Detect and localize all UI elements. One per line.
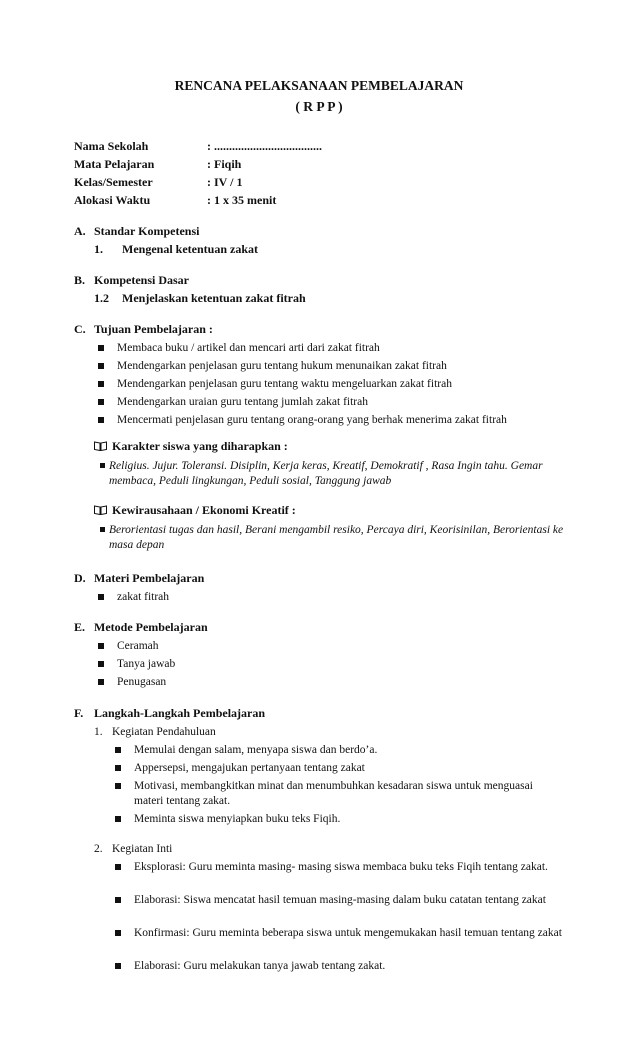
section-title: Metode Pembelajaran [94,620,208,634]
item-number: 1.2 [94,291,109,305]
list-item: Ceramah [98,639,568,654]
bullet-square-icon [115,864,121,870]
book-icon [94,441,107,451]
bullet-square-icon [115,816,121,822]
identity-label: Alokasi Waktu [74,193,151,207]
step-title: Kegiatan Pendahuluan [112,726,216,738]
step-number: 2. [94,843,103,855]
section-b-item [94,291,306,307]
bullet-square-icon [98,363,104,369]
karakter-heading [94,439,288,455]
step-title: Kegiatan Inti [112,843,173,855]
bullet-square-icon [100,463,105,468]
bullet-square-icon [98,594,104,600]
list-item: Membaca buku / artikel dan mencari arti dari zakat fitrah [98,341,568,356]
document-subtitle: ( R P P ) [295,99,343,114]
bullet-square-icon [115,783,121,789]
section-letter: D. [74,571,86,585]
section-title: Langkah-Langkah Pembelajaran [94,706,266,720]
item-text: Menjelaskan ketentuan zakat fitrah [122,291,306,305]
identity-value: : .................................... [207,139,322,153]
list-item: Mendengarkan penjelasan guru tentang waktu mengeluarkan zakat fitrah [98,377,568,392]
section-a-heading [74,224,199,240]
section-c-heading [74,322,213,338]
list-item: Elaborasi: Guru melakukan tanya jawab tentang zakat. [115,959,565,974]
section-title: Kompetensi Dasar [94,273,189,287]
item-text: Mengenal ketentuan zakat [122,242,258,256]
section-letter: F. [74,706,84,720]
section-letter: E. [74,620,86,634]
bullet-square-icon [115,765,121,771]
identity-label: Kelas/Semester [74,175,153,189]
list-item: Mencermati penjelasan guru tentang orang-orang yang berhak menerima zakat fitrah [98,413,568,428]
kewirausahaan-title: Kewirausahaan / Ekonomi Kreatif : [112,503,296,517]
list-item: Meminta siswa menyiapkan buku teks Fiqih. [115,812,565,827]
bullet-square-icon [98,381,104,387]
section-a-item [94,242,258,258]
step-number: 1. [94,726,103,738]
section-title: Tujuan Pembelajaran : [94,322,213,336]
list-item: Motivasi, membangkitkan minat dan menumbuhkan kesadaran siswa untuk menguasai materi tentang zakat. [115,779,565,809]
section-letter: A. [74,224,86,238]
list-item: Eksplorasi: Guru meminta masing- masing siswa membaca buku teks Fiqih tentang zakat. [115,860,565,875]
bullet-square-icon [98,417,104,423]
step-2-heading [94,842,172,857]
bullet-square-icon [115,897,121,903]
item-number: 1. [94,242,103,256]
identity-value: : IV / 1 [207,175,243,189]
list-item: Mendengarkan uraian guru tentang jumlah zakat fitrah [98,395,568,410]
section-title: Materi Pembelajaran [94,571,205,585]
list-item: Konfirmasi: Guru meminta beberapa siswa untuk mengemukakan hasil temuan tentang zakat [115,926,565,941]
identity-row-subject [74,157,241,173]
karakter-title: Karakter siswa yang diharapkan : [112,439,288,453]
bullet-square-icon [98,679,104,685]
bullet-square-icon [100,527,105,532]
karakter-item: Religius. Jujur. Toleransi. Disiplin, Kerja keras, Kreatif, Demokratif , Rasa Ingin tahu. Gemar membaca, Peduli lingkungan, Peduli sosial, Tanggung jawab [100,459,570,489]
identity-label: Nama Sekolah [74,139,149,153]
section-d-heading [74,571,204,587]
kewirausahaan-item: Berorientasi tugas dan hasil, Berani mengambil resiko, Percaya diri, Keorisinilan, Berorientasi ke masa depan [100,523,570,553]
section-e-heading [74,620,208,636]
identity-row-class [74,175,242,191]
section-b-heading [74,273,189,289]
bullet-square-icon [98,661,104,667]
section-f-heading [74,706,265,722]
list-item: Mendengarkan penjelasan guru tentang hukum menunaikan zakat fitrah [98,359,568,374]
identity-value: : 1 x 35 menit [207,193,277,207]
kewirausahaan-heading [94,503,296,519]
identity-row-school [74,139,322,155]
identity-value: : Fiqih [207,157,242,171]
list-item: Tanya jawab [98,657,568,672]
bullet-square-icon [98,643,104,649]
list-item: Appersepsi, mengajukan pertanyaan tentang zakat [115,761,565,776]
step-1-heading [94,725,216,740]
section-letter: C. [74,322,86,336]
identity-label: Mata Pelajaran [74,157,155,171]
list-item: Elaborasi: Siswa mencatat hasil temuan masing-masing dalam buku catatan tentang zakat [115,893,565,908]
list-item: Memulai dengan salam, menyapa siswa dan berdo’a. [115,743,565,758]
bullet-square-icon [115,963,121,969]
section-letter: B. [74,273,86,287]
list-item: Penugasan [98,675,568,690]
bullet-square-icon [98,345,104,351]
bullet-square-icon [115,747,121,753]
bullet-square-icon [98,399,104,405]
identity-row-time [74,193,276,209]
document-title: RENCANA PELAKSANAAN PEMBELAJARAN [174,78,464,93]
bullet-square-icon [115,930,121,936]
section-title: Standar Kompetensi [94,224,200,238]
book-icon [94,505,107,515]
list-item: zakat fitrah [98,590,568,605]
